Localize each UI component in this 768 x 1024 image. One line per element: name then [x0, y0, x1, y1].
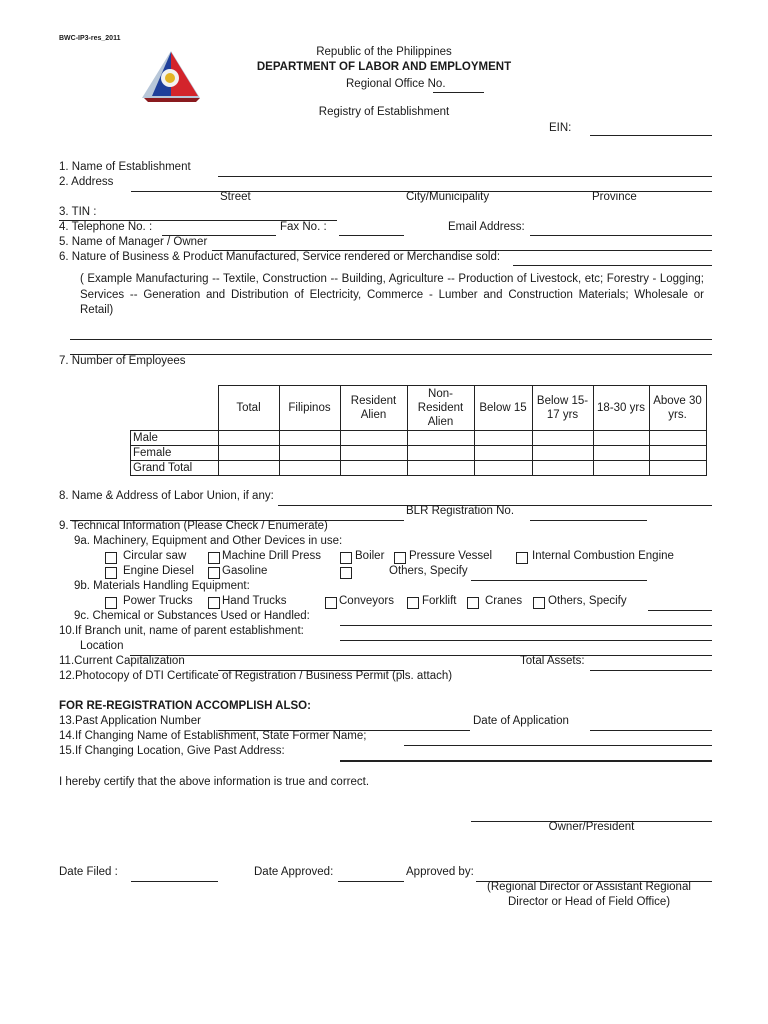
blr-label: BLR Registration No. — [406, 505, 515, 517]
checkbox-cranes[interactable] — [467, 597, 479, 609]
col-header: Filipinos — [279, 386, 340, 431]
date-application-label: Date of Application — [473, 715, 569, 727]
col-header: Below 15-17 yrs — [532, 386, 593, 431]
regional-office-field[interactable] — [433, 92, 484, 93]
fax-field[interactable] — [339, 235, 404, 236]
internal-combustion-label: Internal Combustion Engine — [532, 550, 674, 562]
row-label: Grand Total — [131, 461, 219, 476]
cranes-label: Cranes — [485, 595, 523, 607]
past-address-field[interactable] — [340, 760, 712, 762]
checkbox-circular-saw[interactable] — [105, 552, 117, 564]
checkbox-forklift[interactable] — [407, 597, 419, 609]
table-cell[interactable] — [474, 446, 532, 461]
province-caption: Province — [592, 191, 637, 203]
field-5-label: 5. Name of Manager / Owner — [59, 236, 208, 248]
boiler-label: Boiler — [355, 550, 385, 562]
field-9b-label: 9b. Materials Handling Equipment: — [74, 580, 250, 592]
email-field[interactable] — [530, 235, 712, 236]
ein-label: EIN: — [549, 122, 572, 134]
checkbox-others-9a[interactable] — [340, 567, 352, 579]
table-cell[interactable] — [407, 431, 474, 446]
table-cell[interactable] — [279, 431, 340, 446]
col-header: Above 30 yrs. — [649, 386, 706, 431]
table-cell[interactable] — [532, 431, 593, 446]
location-field[interactable] — [130, 655, 712, 656]
table-cell[interactable] — [279, 461, 340, 476]
engine-diesel-label: Engine Diesel — [123, 565, 194, 577]
table-cell[interactable] — [218, 461, 279, 476]
pressure-vessel-label: Pressure Vessel — [409, 550, 493, 562]
table-cell[interactable] — [340, 461, 407, 476]
table-cell[interactable] — [218, 446, 279, 461]
table-cell[interactable] — [407, 461, 474, 476]
col-header: Non-Resident Alien — [407, 386, 474, 431]
row-label: Female — [131, 446, 219, 461]
checkbox-internal-combustion[interactable] — [516, 552, 528, 564]
checkbox-power-trucks[interactable] — [105, 597, 117, 609]
checkbox-machine-drill[interactable] — [208, 552, 220, 564]
circular-saw-label: Circular saw — [123, 550, 187, 562]
table-row — [131, 446, 707, 461]
table-row — [131, 431, 707, 446]
others-specify-label: Others, Specify — [389, 565, 468, 577]
approved-by-label: Approved by: — [406, 866, 474, 878]
others-specify-9b-label: Others, Specify — [548, 595, 627, 607]
chemicals-field[interactable] — [340, 625, 712, 626]
others-specify-field[interactable] — [471, 580, 647, 581]
table-cell[interactable] — [407, 446, 474, 461]
field-9-label: 9. Technical Information (Please Check / Enumerate) — [59, 520, 328, 532]
table-cell[interactable] — [532, 446, 593, 461]
field-9a-label: 9a. Machinery, Equipment and Other Devices in use: — [74, 535, 343, 547]
date-application-field[interactable] — [590, 730, 712, 731]
field-13-label: 13.Past Application Number — [59, 715, 201, 727]
checkbox-engine-diesel[interactable] — [105, 567, 117, 579]
total-assets-field[interactable] — [590, 670, 712, 671]
field-6-label: 6. Nature of Business & Product Manufactured, Service rendered or Merchandise sold: — [59, 251, 501, 263]
nature-line-1[interactable] — [70, 339, 712, 340]
forklift-label: Forklift — [422, 595, 457, 607]
table-cell[interactable] — [218, 431, 279, 446]
dole-logo — [140, 48, 202, 102]
table-cell[interactable] — [593, 446, 649, 461]
machine-drill-label: Machine Drill Press — [222, 550, 322, 562]
conveyors-label: Conveyors — [339, 595, 394, 607]
field-8-label: 8. Name & Address of Labor Union, if any: — [59, 490, 274, 502]
checkbox-gasoline[interactable] — [208, 567, 220, 579]
table-cell[interactable] — [649, 431, 706, 446]
fax-label: Fax No. : — [280, 221, 327, 233]
field-3-label: 3. TIN : — [59, 206, 97, 218]
certification-statement: I hereby certify that the above information is true and correct. — [59, 776, 370, 788]
table-cell[interactable] — [649, 446, 706, 461]
col-header: Below 15 — [474, 386, 532, 431]
field-11-label: 11.Current Capitalization — [59, 655, 185, 667]
row-label: Male — [131, 431, 219, 446]
power-trucks-label: Power Trucks — [123, 595, 193, 607]
department-title: DEPARTMENT OF LABOR AND EMPLOYMENT — [256, 61, 512, 73]
field-10-label: 10.If Branch unit, name of parent establishment: — [59, 625, 304, 637]
field-15-label: 15.If Changing Location, Give Past Address: — [59, 745, 285, 757]
establishment-name-field[interactable] — [218, 176, 712, 177]
table-cell[interactable] — [340, 446, 407, 461]
owner-president-caption: Owner/President — [548, 821, 635, 833]
field-14-label: 14.If Changing Name of Establishment, State Former Name; — [59, 730, 367, 742]
col-header: 18-30 yrs — [593, 386, 649, 431]
checkbox-boiler[interactable] — [340, 552, 352, 564]
republic-text: Republic of the Philippines — [316, 46, 452, 58]
parent-establishment-field[interactable] — [340, 640, 712, 641]
total-assets-label: Total Assets: — [520, 655, 585, 667]
col-header: Resident Alien — [340, 386, 407, 431]
field-7-label: 7. Number of Employees — [59, 355, 186, 367]
table-cell[interactable] — [279, 446, 340, 461]
reregistration-heading: FOR RE-REGISTRATION ACCOMPLISH ALSO: — [59, 700, 311, 712]
checkbox-pressure-vessel[interactable] — [394, 552, 406, 564]
email-label: Email Address: — [448, 221, 525, 233]
location-label: Location — [80, 640, 124, 652]
date-approved-label: Date Approved: — [254, 866, 334, 878]
checkbox-others-9b[interactable] — [533, 597, 545, 609]
field-4-label: 4. Telephone No. : — [59, 221, 153, 233]
blr-field[interactable] — [530, 520, 647, 521]
director-caption-line1: (Regional Director or Assistant Regional — [487, 881, 691, 893]
former-name-field[interactable] — [404, 745, 712, 746]
table-cell[interactable] — [340, 431, 407, 446]
date-filed-field[interactable] — [131, 881, 218, 882]
table-cell[interactable] — [593, 461, 649, 476]
others-specify-9b-field[interactable] — [648, 610, 712, 611]
hand-trucks-label: Hand Trucks — [222, 595, 287, 607]
table-cell[interactable] — [593, 431, 649, 446]
table-cell[interactable] — [474, 431, 532, 446]
checkbox-conveyors[interactable] — [325, 597, 337, 609]
table-row — [131, 461, 707, 476]
field-1-label: 1. Name of Establishment — [59, 161, 191, 173]
employees-table — [130, 385, 707, 476]
table-cell[interactable] — [532, 461, 593, 476]
registry-title: Registry of Establishment — [318, 106, 450, 118]
nature-business-field[interactable] — [513, 265, 712, 266]
director-caption-line2: Director or Head of Field Office) — [508, 896, 671, 908]
ein-field[interactable] — [590, 135, 712, 136]
field-9c-label: 9c. Chemical or Substances Used or Handled: — [74, 610, 310, 622]
table-cell[interactable] — [474, 461, 532, 476]
gasoline-label: Gasoline — [222, 565, 268, 577]
date-approved-field[interactable] — [338, 881, 404, 882]
field-2-label: 2. Address — [59, 176, 114, 188]
city-caption: City/Municipality — [406, 191, 490, 203]
field-12-label: 12.Photocopy of DTI Certificate of Registration / Business Permit (pls. attach) — [59, 670, 453, 682]
business-example-text: ( Example Manufacturing -- Textile, Construction -- Building, Agriculture -- Production of Livestock, etc; Forestry - Logging; Services -- Generation and Distribution of Electricity, Commerce - Lumber and Construction Materials; Wholesale or Retail) — [80, 273, 704, 316]
col-header: Total — [218, 386, 279, 431]
regional-office-label: Regional Office No. — [346, 78, 446, 90]
form-code: BWC-IP3-res_2011 — [59, 35, 121, 42]
checkbox-hand-trucks[interactable] — [208, 597, 220, 609]
date-filed-label: Date Filed : — [59, 866, 118, 878]
street-caption: Street — [220, 191, 251, 203]
table-cell[interactable] — [649, 461, 706, 476]
